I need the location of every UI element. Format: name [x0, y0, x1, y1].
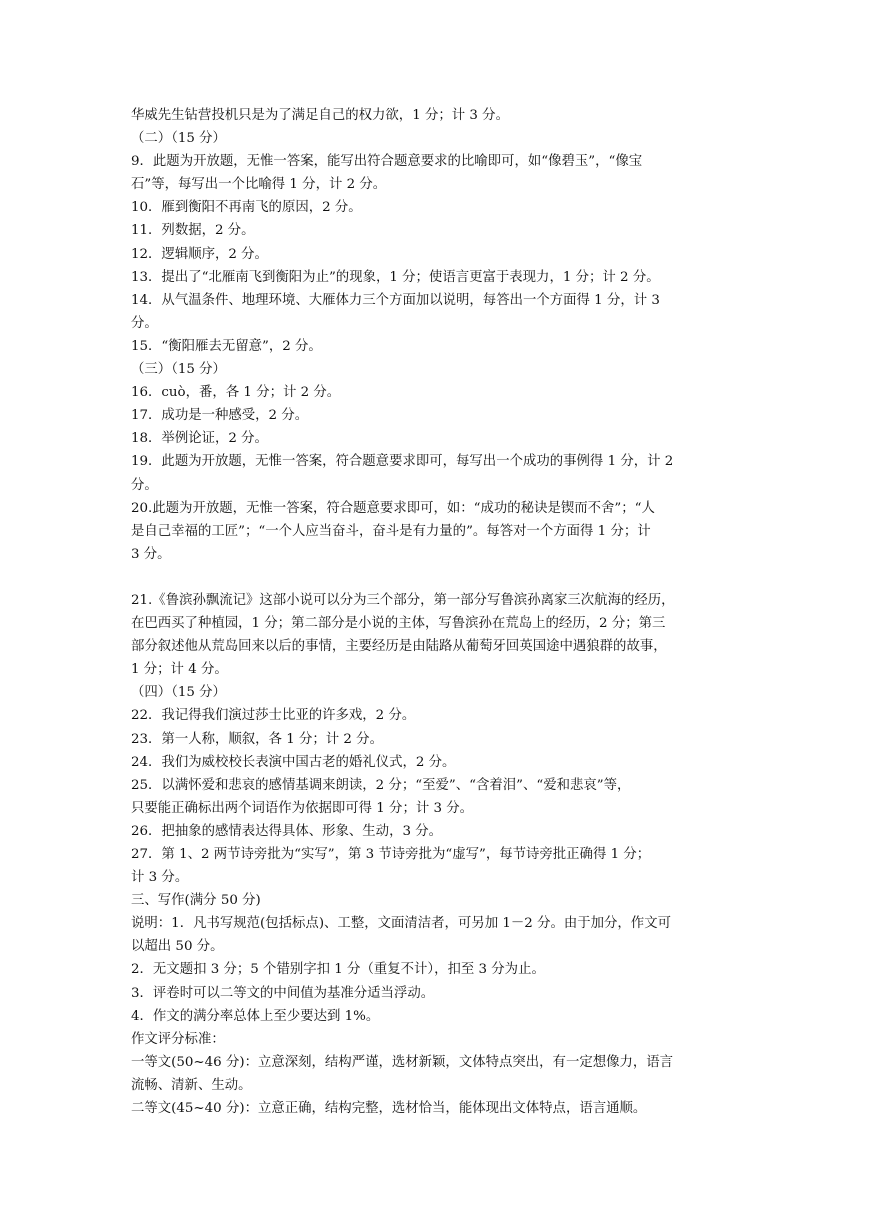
text-line: （三）（15 分）: [131, 362, 226, 378]
text-line: 18．举例论证，2 分。: [131, 431, 268, 447]
text-line: 三、写作(满分 50 分): [131, 893, 261, 909]
text-line: 22．我记得我们演过莎士比亚的许多戏，2 分。: [131, 708, 416, 724]
text-line: 1 分；计 4 分。: [131, 662, 228, 678]
text-line: （四）（15 分）: [131, 685, 226, 701]
text-line: 以超出 50 分。: [131, 939, 224, 955]
text-line: 部分叙述他从荒岛回来以后的事情，主要经历是由陆路从葡萄牙回英国途中遇狼群的故事，: [131, 639, 667, 655]
text-line: （二）（15 分）: [131, 131, 226, 147]
answer-key-text: [131, 104, 743, 1120]
text-line: 21.《鲁滨孙飘流记》这部小说可以分为三个部分，第一部分写鲁滨孙离家三次航海的经历，: [131, 592, 675, 608]
text-line: 13．提出了“北雁南飞到衡阳为止”的现象，1 分；使语言更富于表现力，1 分；计 2 分。: [131, 269, 660, 285]
text-line: 16．cuò，番，各 1 分；计 2 分。: [131, 385, 341, 401]
text-line: 作文评分标准：: [131, 1031, 225, 1047]
text-line: 在巴西买了种植园，1 分；第二部分是小说的主体，写鲁滨孙在荒岛上的经历，2 分；第三: [131, 616, 666, 632]
text-line: 27．第 1、2 两节诗旁批为“实写”，第 3 节诗旁批为“虚写”，每节诗旁批正确得 1 分；: [131, 847, 651, 862]
text-line: 3 分。: [131, 546, 171, 562]
text-line: 25．以满怀爱和悲哀的感情基调来朗读，2 分；“至爱”、“含着泪”、“爱和悲哀”等，: [131, 777, 631, 793]
text-line: 石”等，每写出一个比喻得 1 分，计 2 分。: [131, 177, 387, 193]
text-line: 23．第一人称，顺叙，各 1 分；计 2 分。: [131, 731, 383, 747]
text-line: 24．我们为威校校长表演中国古老的婚礼仪式，2 分。: [131, 754, 456, 770]
text-line: 流畅、清新、生动。: [131, 1077, 252, 1093]
blank-line: [131, 566, 743, 589]
text-line: 20.此题为开放题，无惟一答案，符合题意要求即可，如：“成功的秘诀是锲而不舍”；“人: [131, 500, 655, 516]
text-line: 华威先生钻营投机只是为了满足自己的权力欲，1 分；计 3 分。: [131, 108, 509, 123]
text-line: 3．评卷时可以二等文的中间值为基准分适当浮动。: [131, 985, 435, 1001]
text-line: 分。: [131, 477, 158, 493]
text-line: 说明：1．凡书写规范(包括标点)、工整，文面清洁者，可另加 1－2 分。由于加分，作文可: [131, 916, 671, 932]
text-line: 14．从气温条件、地理环境、大雁体力三个方面加以说明，每答出一个方面得 1 分，计 3: [131, 292, 660, 308]
text-line: 15．“衡阳雁去无留意”，2 分。: [131, 338, 322, 354]
text-line: 是自己幸福的工匠”；“一个人应当奋斗，奋斗是有力量的”。每答对一个方面得 1 分；计: [131, 523, 651, 539]
text-line: 一等文(50~46 分)：立意深刻，结构严谨，选材新颖，文体特点突出，有一定想像力，语言: [131, 1054, 674, 1070]
text-line: 17．成功是一种感受，2 分。: [131, 408, 309, 424]
text-line: 2．无文题扣 3 分；5 个错别字扣 1 分（重复不计），扣至 3 分为止。: [131, 962, 545, 978]
text-line: 10．雁到衡阳不再南飞的原因，2 分。: [131, 200, 362, 216]
text-line: 11．列数据，2 分。: [131, 223, 255, 239]
text-line: 26．把抽象的感情表达得具体、形象、生动，3 分。: [131, 823, 443, 839]
text-line: 二等文(45~40 分)：立意正确，结构完整，选材恰当，能体现出文体特点，语言通顺。: [131, 1101, 647, 1117]
text-line: 计 3 分。: [131, 870, 189, 886]
text-line: 12．逻辑顺序，2 分。: [131, 246, 268, 262]
text-line: 只要能正确标出两个词语作为依据即可得 1 分；计 3 分。: [131, 800, 474, 816]
text-line: 19．此题为开放题，无惟一答案，符合题意要求即可，每写出一个成功的事例得 1 分，计 2: [131, 454, 674, 470]
text-line: 4．作文的满分率总体上至少要达到 1%。: [131, 1008, 380, 1024]
text-line: 分。: [131, 315, 158, 331]
text-line: 9．此题为开放题，无惟一答案，能写出符合题意要求的比喻即可，如“像碧玉”，“像宝: [131, 154, 643, 170]
